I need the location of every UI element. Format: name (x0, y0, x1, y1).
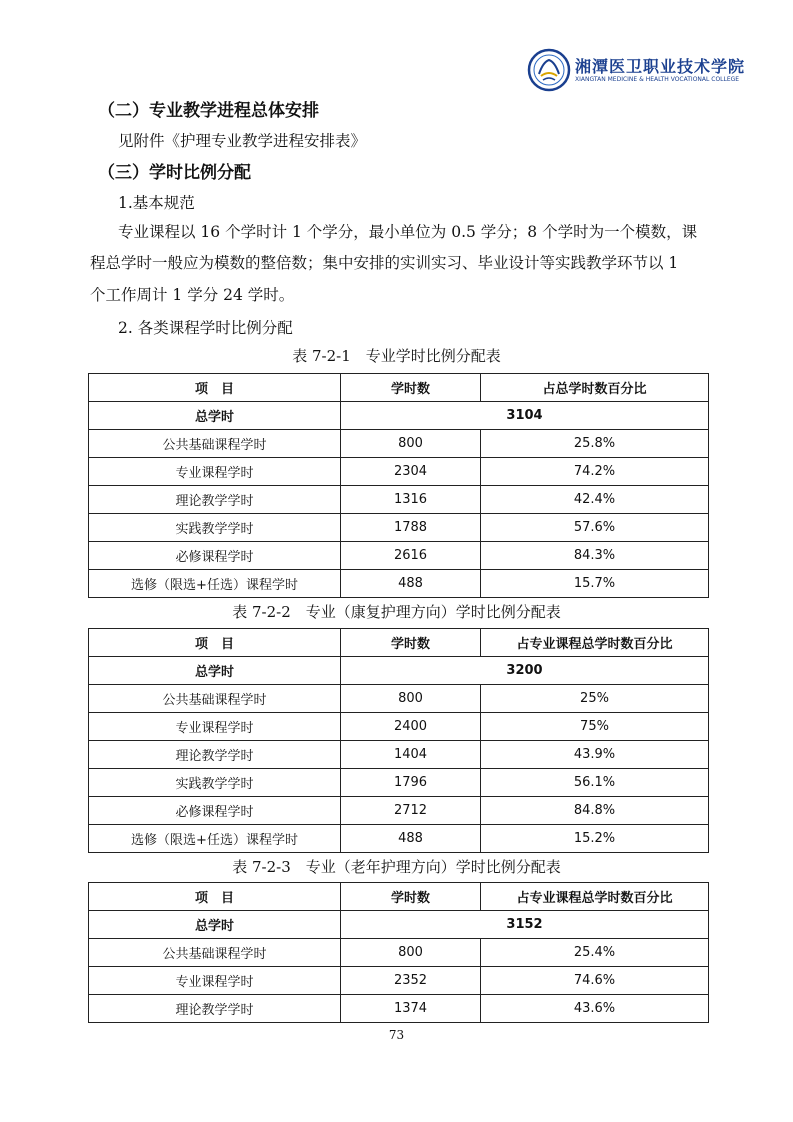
row-hours: 1374 (341, 995, 481, 1023)
row-percent: 43.6% (481, 995, 709, 1023)
paragraph-line-3: 个工作周计 1 学分 24 学时。 (90, 286, 295, 304)
row-percent: 15.2% (481, 825, 709, 853)
college-logo (527, 48, 746, 92)
section-2-text: 见附件《护理专业教学进程安排表》 (118, 132, 367, 150)
total-row (89, 402, 709, 430)
header-hours: 学时数 (341, 883, 481, 911)
college-name-cn: 湘潭医卫职业技术学院 (575, 57, 746, 76)
row-percent: 25.8% (481, 430, 709, 458)
table-row (89, 514, 709, 542)
row-hours: 800 (341, 939, 481, 967)
college-emblem-icon (527, 48, 571, 92)
table-2-caption: 表 7-2-2 专业（康复护理方向）学时比例分配表 (232, 603, 561, 621)
header-item: 项 目 (89, 629, 341, 657)
table-row (89, 967, 709, 995)
row-percent: 56.1% (481, 769, 709, 797)
total-label: 总学时 (89, 402, 341, 430)
row-percent: 43.9% (481, 741, 709, 769)
row-percent: 84.3% (481, 542, 709, 570)
table-row (89, 995, 709, 1023)
row-hours: 488 (341, 825, 481, 853)
paragraph-line-1: 专业课程以 16 个学时计 1 个学分，最小单位为 0.5 学分；8 个学时为一个模数，课 (118, 223, 698, 241)
row-label: 必修课程学时 (89, 797, 341, 825)
row-label: 实践教学学时 (89, 514, 341, 542)
total-row (89, 657, 709, 685)
row-label: 实践教学学时 (89, 769, 341, 797)
table-header-row (89, 629, 709, 657)
header-percent: 占专业课程总学时数百分比 (481, 629, 709, 657)
row-label: 公共基础课程学时 (89, 430, 341, 458)
table-row (89, 741, 709, 769)
total-label: 总学时 (89, 657, 341, 685)
row-label: 必修课程学时 (89, 542, 341, 570)
row-hours: 2616 (341, 542, 481, 570)
paragraph-line-2: 程总学时一般应为模数的整倍数；集中安排的实训实习、毕业设计等实践教学环节以 1 (90, 254, 679, 272)
row-hours: 2352 (341, 967, 481, 995)
row-percent: 74.6% (481, 967, 709, 995)
row-percent: 25.4% (481, 939, 709, 967)
row-label: 选修（限选+任选）课程学时 (89, 825, 341, 853)
header-hours: 学时数 (341, 629, 481, 657)
header-item: 项 目 (89, 883, 341, 911)
section-2-title: （二）专业教学进程总体安排 (98, 101, 319, 121)
row-hours: 1404 (341, 741, 481, 769)
table-row (89, 542, 709, 570)
table-3 (88, 882, 709, 1023)
table-row (89, 570, 709, 598)
table-row (89, 685, 709, 713)
basic-rules-title: 1.基本规范 (118, 194, 195, 212)
table-header-row (89, 374, 709, 402)
row-hours: 1316 (341, 486, 481, 514)
row-hours: 2304 (341, 458, 481, 486)
row-label: 理论教学学时 (89, 741, 341, 769)
row-hours: 800 (341, 685, 481, 713)
row-percent: 74.2% (481, 458, 709, 486)
table-row (89, 430, 709, 458)
table-row (89, 458, 709, 486)
row-label: 专业课程学时 (89, 458, 341, 486)
college-name-en: XIANGTAN MEDICINE & HEALTH VOCATIONAL COLLEGE (575, 76, 740, 83)
section-3-title: （三）学时比例分配 (98, 163, 251, 183)
table-row (89, 939, 709, 967)
total-row (89, 911, 709, 939)
table-row (89, 486, 709, 514)
total-value: 3152 (341, 911, 709, 939)
row-label: 理论教学学时 (89, 486, 341, 514)
row-label: 选修（限选+任选）课程学时 (89, 570, 341, 598)
row-percent: 57.6% (481, 514, 709, 542)
table-1-caption: 表 7-2-1 专业学时比例分配表 (292, 347, 501, 365)
row-label: 公共基础课程学时 (89, 685, 341, 713)
row-label: 理论教学学时 (89, 995, 341, 1023)
row-hours: 2400 (341, 713, 481, 741)
ratio-title: 2. 各类课程学时比例分配 (118, 319, 293, 337)
table-row (89, 713, 709, 741)
row-percent: 75% (481, 713, 709, 741)
row-hours: 2712 (341, 797, 481, 825)
row-hours: 800 (341, 430, 481, 458)
page-number: 73 (388, 1028, 405, 1042)
row-label: 专业课程学时 (89, 713, 341, 741)
table-header-row (89, 883, 709, 911)
row-label: 专业课程学时 (89, 967, 341, 995)
table-row (89, 769, 709, 797)
table-row (89, 797, 709, 825)
row-percent: 42.4% (481, 486, 709, 514)
row-percent: 25% (481, 685, 709, 713)
table-3-caption: 表 7-2-3 专业（老年护理方向）学时比例分配表 (232, 858, 561, 876)
row-hours: 1788 (341, 514, 481, 542)
row-hours: 1796 (341, 769, 481, 797)
total-value: 3104 (341, 402, 709, 430)
total-label: 总学时 (89, 911, 341, 939)
header-hours: 学时数 (341, 374, 481, 402)
table-row (89, 825, 709, 853)
total-value: 3200 (341, 657, 709, 685)
row-percent: 84.8% (481, 797, 709, 825)
row-hours: 488 (341, 570, 481, 598)
table-1 (88, 373, 709, 598)
row-label: 公共基础课程学时 (89, 939, 341, 967)
header-percent: 占总学时数百分比 (481, 374, 709, 402)
table-2 (88, 628, 709, 853)
header-percent: 占专业课程总学时数百分比 (481, 883, 709, 911)
header-item: 项 目 (89, 374, 341, 402)
row-percent: 15.7% (481, 570, 709, 598)
